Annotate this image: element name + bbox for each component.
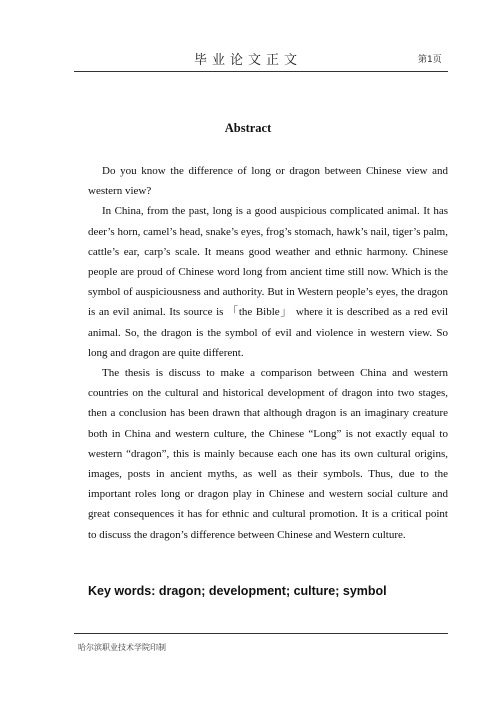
header-title: 毕业论文正文 [193, 53, 302, 68]
abstract-body [88, 161, 448, 545]
abstract-paragraph-3: The thesis is discuss to make a comparison between China and western countries on the cultural and historical development of dragon into two stages, then a conclusion has been drawn that although dragon is an imaginary creature both in China and western culture, the Chinese “Long” is not exactly equal to western “dragon”, this is mainly because each one has its own cultural origins, images, posts in ancient myths, as well as their symbols. Thus, due to the important roles long or dragon play in Chinese and western social culture and great consequences it has for ethnic and cultural promotion. It is a critical point to discuss the dragon’s difference between Chinese and Western culture. [88, 367, 448, 541]
keywords-line: Key words: dragon; development; culture; symbol [88, 584, 387, 598]
abstract-paragraph-1: Do you know the difference of long or dragon between Chinese view and western view? [88, 165, 448, 198]
abstract-paragraph-2: In China, from the past, long is a good auspicious complicated animal. It has deer’s horn, camel’s head, snake’s eyes, frog’s stomach, hawk’s nail, tiger’s palm, cattle’s ear, carp’s scale. It means good weather and ethnic harmony. Chinese people are proud of Chinese word long from ancient time still now. Which is the symbol of auspiciousness and authority. But in Western people’s eyes, the dragon is an evil animal. Its source is 「the Bible」 where it is described as a red evil animal. So, the dragon is the symbol of evil and violence in western view. So long and dragon are quite different. [88, 205, 448, 359]
abstract-title: Abstract [224, 121, 272, 135]
header-rule [74, 71, 448, 72]
footer-rule [74, 633, 448, 634]
header-page-number: 第1页 [418, 55, 442, 65]
footer-text: 哈尔滨职业技术学院印制 [78, 643, 166, 652]
